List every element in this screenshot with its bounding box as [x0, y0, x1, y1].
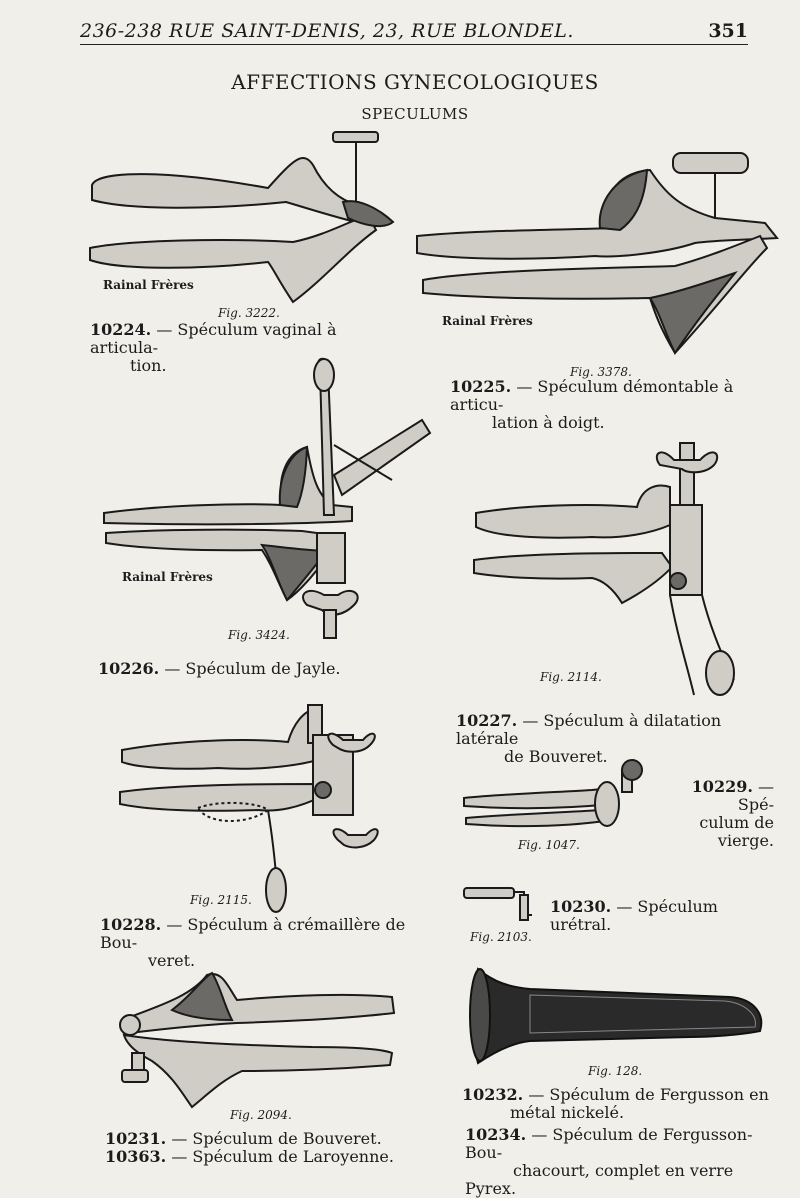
- fig-label: Fig. 3378.: [570, 365, 632, 379]
- speculum-3424-illustration: [102, 355, 432, 640]
- fig-label: Fig. 2115.: [190, 893, 252, 907]
- caption-10227: 10227. — Spéculum à dilatation latérale de Bouveret.: [456, 711, 722, 766]
- speculum-1047-illustration: [462, 760, 652, 835]
- maker-mark: Rainal Frères: [122, 570, 213, 584]
- fig-label: Fig. 3222.: [218, 306, 280, 320]
- caption-10224: 10224. — Spéculum vaginal à articula- tion.: [90, 320, 337, 375]
- speculum-2103-illustration: [462, 880, 542, 930]
- caption-10234: 10234. — Spéculum de Fergusson-Bou- chacourt, complet en verre Pyrex.: [465, 1125, 753, 1198]
- maker-mark: Rainal Frères: [442, 314, 533, 328]
- section-subtitle: SPECULUMS: [361, 105, 469, 123]
- caption-10226: 10226. — Spéculum de Jayle.: [98, 659, 341, 678]
- fig-label: Fig. 2094.: [230, 1108, 292, 1122]
- caption-10228: 10228. — Spéculum à crémaillère de Bou- veret.: [100, 915, 406, 970]
- speculum-2094-illustration: [112, 965, 402, 1110]
- page-title: AFFECTIONS GYNECOLOGIQUES: [231, 70, 599, 94]
- speculum-2115-illustration: [118, 700, 388, 915]
- maker-mark: Rainal Frères: [103, 278, 194, 292]
- header-address: 236-238 RUE SAINT-DENIS, 23, RUE BLONDEL.: [80, 20, 574, 42]
- caption-10225: 10225. — Spéculum démontable à articu- lation à doigt.: [450, 377, 734, 432]
- page-number: 351: [708, 20, 748, 42]
- fig-label: Fig. 1047.: [518, 838, 580, 852]
- fig-label: Fig. 2114.: [540, 670, 602, 684]
- running-header: [80, 18, 748, 45]
- caption-10230: 10230. — Spéculum urétral.: [550, 897, 718, 934]
- caption-10232: 10232. — Spéculum de Fergusson en métal nickelé.: [462, 1085, 769, 1122]
- caption-10229: 10229. — Spé- culum de vierge.: [691, 777, 774, 850]
- fig-label: Fig. 2103.: [470, 930, 532, 944]
- speculum-2114-illustration: [472, 435, 752, 700]
- speculum-128-illustration: [470, 965, 770, 1065]
- caption-10231: 10231. — Spéculum de Bouveret. 10363. — Spéculum de Laroyenne.: [105, 1129, 394, 1166]
- fig-label: Fig. 3424.: [228, 628, 290, 642]
- fig-label: Fig. 128.: [588, 1064, 643, 1078]
